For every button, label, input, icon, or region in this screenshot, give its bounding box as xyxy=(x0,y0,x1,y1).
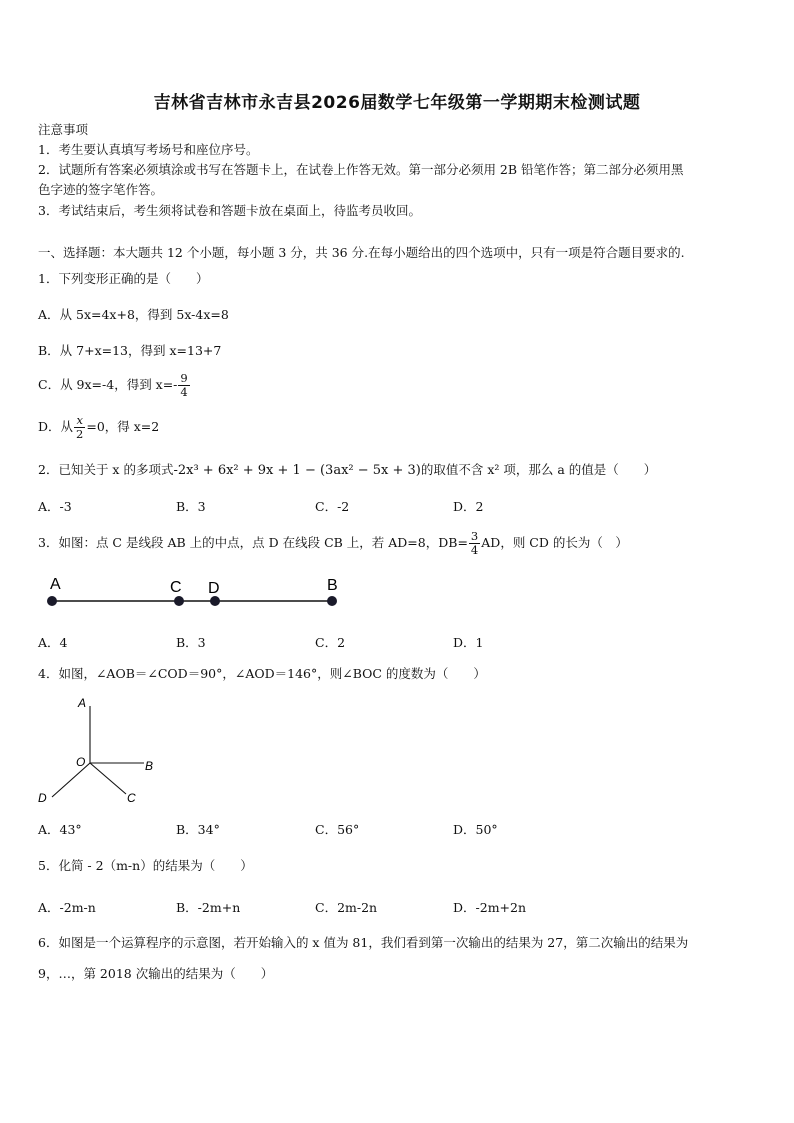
q1-option-d-text: D．从 xyxy=(38,419,74,434)
q2-polynomial: -2x³ + 6x² + 9x + 1 − (3ax² − 5x + 3) xyxy=(173,463,421,478)
q4-option-b: B．34° xyxy=(176,822,220,837)
point-c xyxy=(174,596,184,606)
q1-option-b: B．从 7+x=13，得到 x=13+7 xyxy=(38,343,222,358)
notice-item-2: 2．试题所有答案必须填涂或书写在答题卡上，在试卷上作答无效。第一部分必须用 2B 铅笔作答；第二部分必须用黑 xyxy=(38,162,684,177)
page-title: 吉林省吉林市永吉县2026届数学七年级第一学期期末检测试题 xyxy=(153,93,641,113)
q3-fraction xyxy=(469,530,480,557)
q1-option-a: A．从 5x=4x+8，得到 5x-4x=8 xyxy=(38,307,229,322)
q5-option-b: B．-2m+n xyxy=(176,900,241,915)
q3-stem-ad: AD xyxy=(481,535,501,550)
q1-option-d xyxy=(38,414,159,441)
section-heading: 一、选择题：本大题共 12 个小题，每小题 3 分，共 36 分.在每小题给出的四个选项中，只有一项是符合题目要求的. xyxy=(38,245,685,260)
q3-stem-pre: 3．如图：点 C 是线段 AB 上的中点，点 D 在线段 CB 上，若 AD=8，DB= xyxy=(38,535,468,550)
q4-angle-figure xyxy=(34,692,174,810)
label-c: C xyxy=(170,579,182,596)
q2-option-a: A．-3 xyxy=(38,499,72,514)
notice-item-2-cont: 色字迹的签字笔作答。 xyxy=(38,182,164,197)
q2-stem-pre: 2．已知关于 x 的多项式 xyxy=(38,462,174,477)
q3-option-c: C．2 xyxy=(315,635,346,650)
point-b xyxy=(327,596,337,606)
q4-option-d: D．50° xyxy=(453,822,498,837)
q3-stem xyxy=(38,530,628,557)
q5-option-d: D．-2m+2n xyxy=(453,900,527,915)
q2-option-b: B．3 xyxy=(176,499,206,514)
fraction-denominator: 2 xyxy=(76,427,84,441)
point-d xyxy=(210,596,220,606)
point-a xyxy=(47,596,57,606)
q4-option-c: C．56° xyxy=(315,822,360,837)
ray-oc xyxy=(90,763,126,794)
q1-option-d-fraction xyxy=(74,414,85,441)
label-o: O xyxy=(76,755,86,769)
fraction-numerator: 9 xyxy=(180,371,188,385)
q3-option-b: B．3 xyxy=(176,635,206,650)
label-a: A xyxy=(78,696,87,710)
label-a: A xyxy=(50,576,61,593)
q4-stem: 4．如图，∠AOB＝∠COD＝90°，∠AOD＝146°，则∠BOC 的度数为（ ） xyxy=(38,666,486,681)
label-d: D xyxy=(208,580,220,597)
notice-item-1: 1．考生要认真填写考场号和座位序号。 xyxy=(38,142,259,157)
q3-segment-figure xyxy=(40,572,360,612)
q5-stem: 5．化简 - 2（m-n）的结果为（ ） xyxy=(38,858,253,873)
q2-stem-post: 的取值不含 x² 项，那么 a 的值是（ ） xyxy=(420,462,657,477)
q1-stem: 1．下列变形正确的是（ ） xyxy=(38,271,209,286)
q3-stem-post: ，则 CD 的长为（ ） xyxy=(500,535,628,550)
q5-option-a: A．-2m-n xyxy=(38,900,96,915)
q5-option-c: C．2m-2n xyxy=(315,900,378,915)
fraction-numerator: 3 xyxy=(470,529,479,543)
q1-option-c xyxy=(38,372,191,399)
q6-stem-line2: 9，…，第 2018 次输出的结果为（ ） xyxy=(38,966,274,981)
label-c: C xyxy=(127,791,136,805)
q1-option-c-fraction xyxy=(178,372,189,399)
q4-option-a: A．43° xyxy=(38,822,82,837)
q3-option-d: D．1 xyxy=(453,635,484,650)
q1-option-c-text: C．从 9x=-4，得到 x=- xyxy=(38,377,178,392)
fraction-denominator: 4 xyxy=(180,385,188,399)
q2-stem xyxy=(38,461,656,480)
label-d: D xyxy=(38,791,47,805)
label-b: B xyxy=(145,759,154,773)
fraction-numerator: x xyxy=(74,414,85,428)
q2-option-c: C．-2 xyxy=(315,499,350,514)
q1-option-d-tail: =0，得 x=2 xyxy=(86,419,160,434)
fraction-denominator: 4 xyxy=(470,543,479,557)
q3-option-a: A．4 xyxy=(38,635,68,650)
notice-heading: 注意事项 xyxy=(38,122,89,137)
q2-option-d: D．2 xyxy=(453,499,484,514)
notice-item-3: 3．考试结束后，考生须将试卷和答题卡放在桌面上，待监考员收回。 xyxy=(38,203,421,218)
label-b: B xyxy=(327,577,338,594)
q6-stem-line1: 6．如图是一个运算程序的示意图，若开始输入的 x 值为 81，我们看到第一次输出的结果为 27，第二次输出的结果为 xyxy=(38,935,689,950)
